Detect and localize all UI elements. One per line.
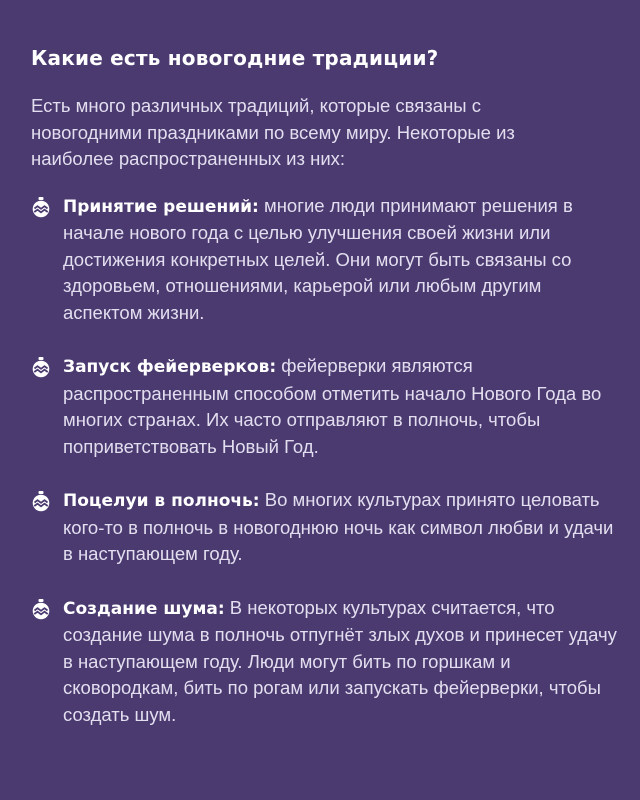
item-text: В некоторых культурах считается, что создание шума в полночь отпугнёт злых духов и принесет удачу в наступающем году. Люди могут бить по горшкам и сковородкам, бить по рогам или запускать фейерверки, чтобы создать шум. xyxy=(63,596,617,725)
ornament-ball-icon xyxy=(30,598,52,620)
item-heading: Поцелуи в полночь: xyxy=(63,491,260,511)
list-item xyxy=(31,595,620,729)
list-item xyxy=(31,353,620,460)
ornament-ball-icon xyxy=(30,490,52,512)
list-item xyxy=(31,193,620,327)
list-item xyxy=(31,487,620,568)
ornament-ball-icon xyxy=(30,196,52,218)
item-heading: Запуск фейерверков: xyxy=(63,357,277,377)
traditions-list xyxy=(31,193,620,729)
item-text: Во многих культурах принято целовать кого-то в полночь в новогоднюю ночь как символ любви и удачи в наступающем году. xyxy=(63,489,614,564)
page-title: Какие есть новогодние традиции? xyxy=(31,46,439,70)
item-text: фейерверки являются распространенным способом отметить начало Нового Года во многих странах. Их часто отправляют в полночь, чтобы поприветствовать Новый Год. xyxy=(63,355,602,457)
item-heading: Создание шума: xyxy=(63,598,225,619)
item-text: многие люди принимают решения в начале нового года с целью улучшения своей жизни или достижения конкретных целей. Они могут быть связаны со здоровьем, отношениями, карьерой или любым другим аспектом жизни. xyxy=(63,194,573,323)
item-heading: Принятие решений: xyxy=(63,196,259,217)
intro-paragraph: Есть много различных традиций, которые связаны с новогодними праздниками по всему миру. Некоторые из наиболее распространенных из них: xyxy=(31,95,515,169)
ornament-ball-icon xyxy=(30,356,52,378)
